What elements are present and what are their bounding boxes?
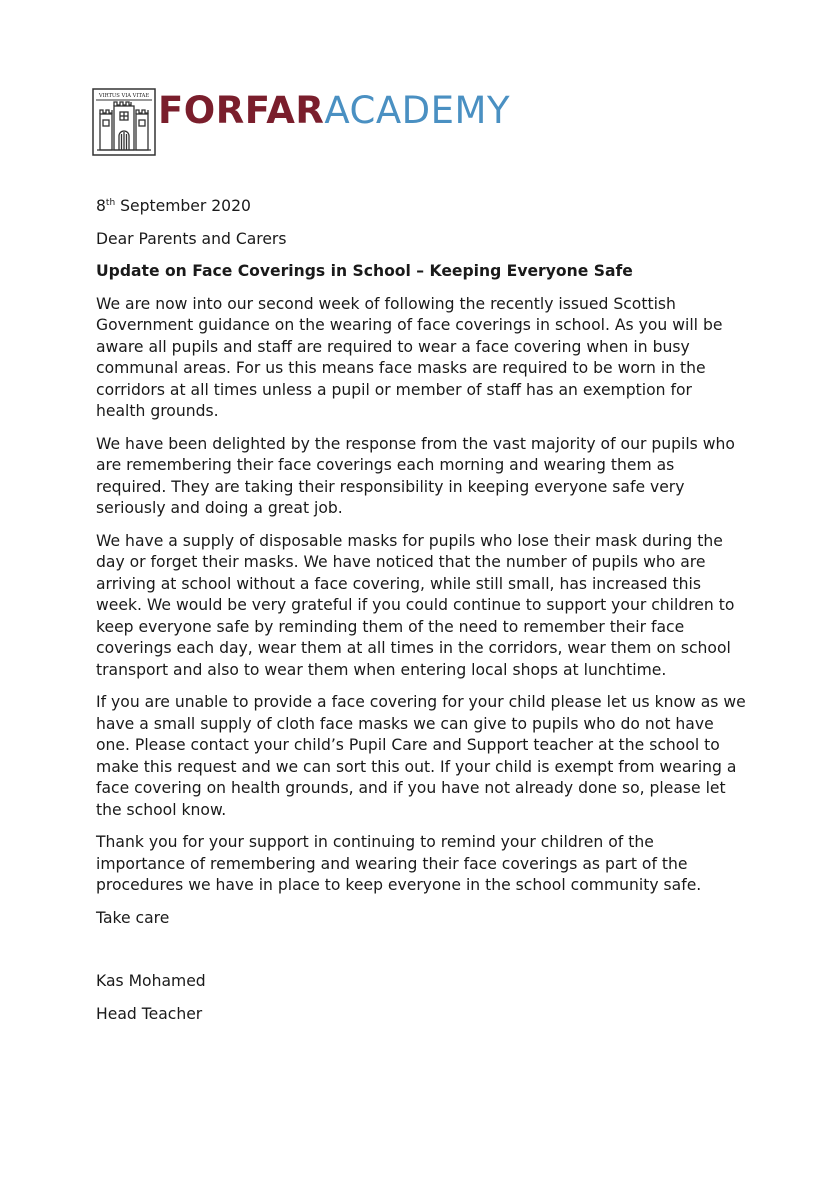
paragraph: We are now into our second week of following the recently issued Scottish Government guidance on the wearing of face coverings in school. As you will be aware all pupils and staff are required to wear a face covering when in busy communal areas. For us this means face masks are required to be worn in the corridors at all times unless a pupil or member of staff has an exemption for health grounds. bbox=[96, 294, 723, 420]
closing: Take care bbox=[96, 908, 170, 927]
letter-heading: Update on Face Coverings in School – Keeping Everyone Safe bbox=[96, 262, 633, 280]
paragraph: If you are unable to provide a face covering for your child please let us know as we have a small supply of cloth face masks we can give to pupils who do not have one. Please contact your child’s Pupil Care and Support teacher at the school to make this request and we can sort this out. If your child is exempt from wearing a face covering on health grounds, and if you have not already done so, please let the school know. bbox=[96, 693, 746, 819]
paragraph: We have a supply of disposable masks for pupils who lose their mask during the day or forget their masks. We have noticed that the number of pupils who are arriving at school without a face covering, while still small, has increased this week. We would be very grateful if you could continue to support your children to keep everyone safe by reminding them of the need to remember their face coverings each day, wear them at all times in the corridors, wear them on school transport and also to wear them when entering local shops at lunchtime. bbox=[96, 531, 735, 679]
paragraph: We have been delighted by the response from the vast majority of our pupils who are remembering their face coverings each morning and wearing them as required. They are taking their responsibility in keeping everyone safe very seriously and doing a great job. bbox=[96, 434, 735, 517]
letter-date bbox=[96, 196, 746, 218]
school-name-forfar: FORFAR bbox=[158, 89, 325, 132]
date-month-year: September 2020 bbox=[115, 197, 251, 215]
letter-body bbox=[96, 196, 746, 1036]
date-day: 8 bbox=[96, 197, 106, 215]
signature-space bbox=[96, 940, 746, 971]
salutation: Dear Parents and Carers bbox=[96, 229, 287, 248]
crest-motto: VIRTUS VIA VITAE bbox=[98, 93, 150, 99]
school-name bbox=[158, 89, 511, 132]
signatory-title: Head Teacher bbox=[96, 1004, 203, 1023]
school-logo bbox=[92, 88, 510, 156]
school-name-academy: ACADEMY bbox=[324, 89, 511, 132]
paragraph: Thank you for your support in continuing to remind your children of the importance of remembering and wearing their face coverings as part of the procedures we have in place to keep everyone in the school community safe. bbox=[96, 833, 702, 894]
date-suffix: th bbox=[105, 198, 116, 208]
signatory-name: Kas Mohamed bbox=[96, 972, 206, 990]
castle-crest-icon bbox=[92, 88, 156, 156]
